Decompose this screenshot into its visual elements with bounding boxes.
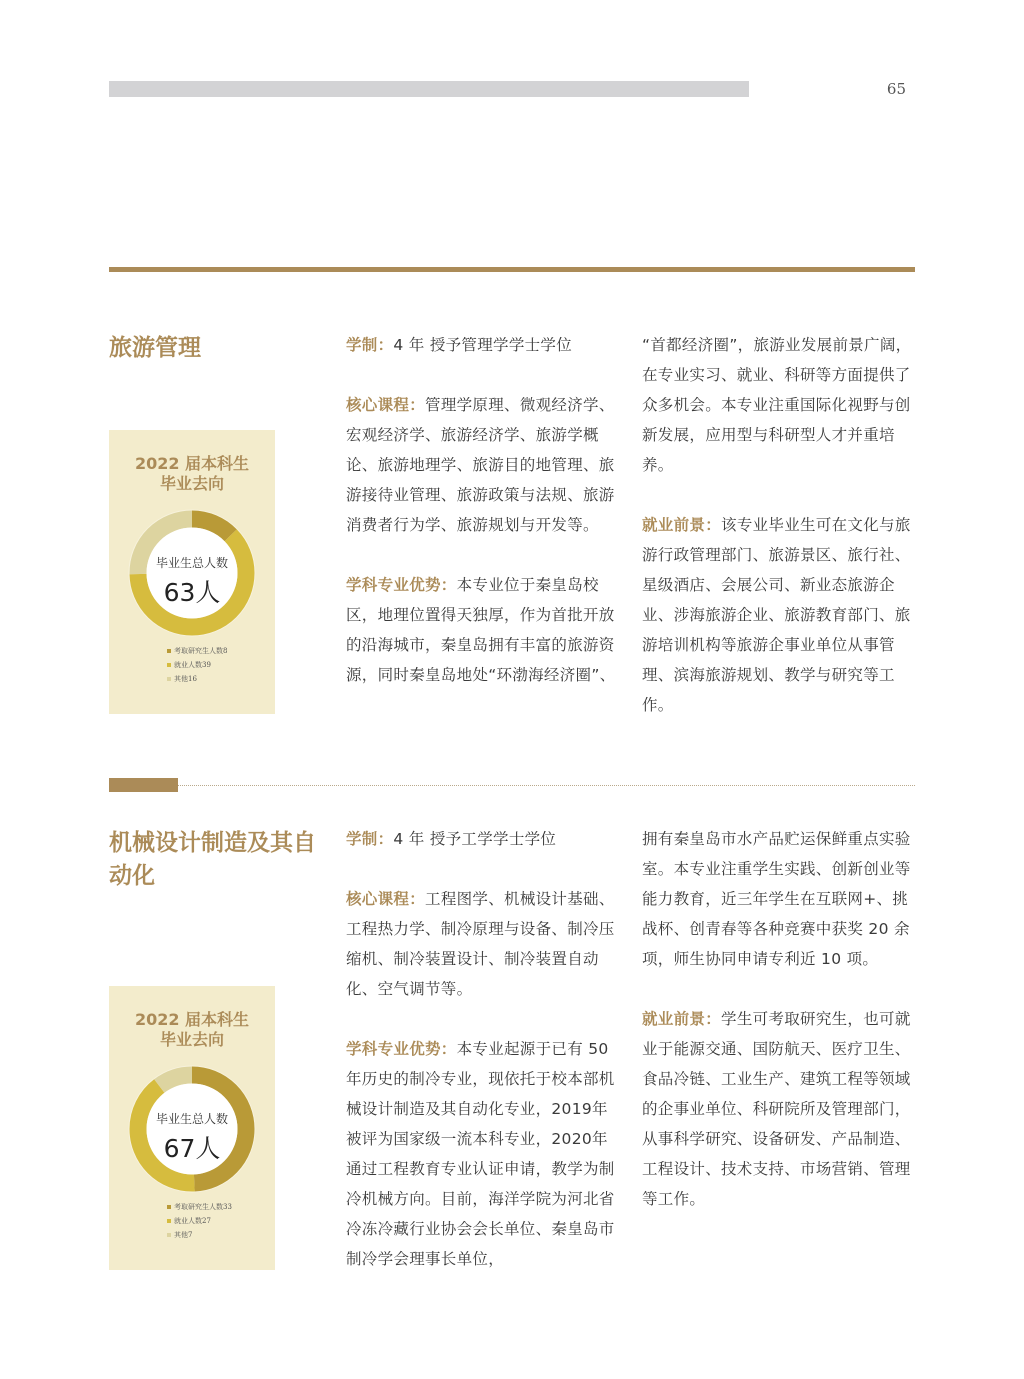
legend-swatch: [167, 1219, 171, 1223]
graduation-card-mechanical: [109, 986, 275, 1270]
divider-accent: [109, 778, 178, 792]
column-left-tourism: [346, 330, 621, 690]
para-qianjing: 就业前景：学生可考取研究生，也可就业于能源交通、国防航天、医疗卫生、食品冷链、工业生产、建筑工程等领域的企事业单位、科研院所及管理部门，从事科学研究、设备研发、产品制造、工程设计、技术支持、市场营销、管理等工作。: [642, 1010, 911, 1208]
legend-item: 考取研究生人数8: [167, 644, 227, 658]
divider-dotted: [178, 785, 915, 786]
para-youshi: 学科专业优势：本专业位于秦皇岛校区，地理位置得天独厚，作为首批开放的沿海城市，秦皇岛拥有丰富的旅游资源，同时秦皇岛地处“环渤海经济圈”、: [346, 576, 616, 684]
major-title-mechanical: 机械设计制造及其自动化: [109, 830, 316, 889]
para-kecheng: 核心课程：工程图学、机械设计基础、工程热力学、制冷原理与设备、制冷压缩机、制冷装置设计、制冷装置自动化、空气调节等。: [346, 890, 615, 998]
graduation-card-tourism: [109, 430, 275, 714]
donut-total: 67人: [163, 1134, 221, 1163]
legend-item: 考取研究生人数33: [167, 1200, 232, 1214]
para-youshi: 学科专业优势：本专业起源于已有 50 年历史的制冷专业，现依托于校本部机械设计制造及其自动化专业，2019年被评为国家级一流本科专业，2020年通过工程教育专业认证申请，教学为制冷机械方向。目前，海洋学院为河北省冷冻冷藏行业协会会长单位、秦皇岛市制冷学会理事长单位，: [346, 1040, 615, 1268]
para-xuezhi: 学制：4 年 授予管理学学士学位: [346, 336, 573, 354]
card-title: 2022 届本科生 毕业去向: [134, 454, 250, 493]
para-continued: 拥有秦皇岛市水产品贮运保鲜重点实验室。本专业注重学生实践、创新创业等能力教育，近三年学生在互联网+、挑战杯、创青春等各种竞赛中获奖 20 余项，师生协同申请专利近 10 项。: [642, 830, 911, 968]
card-title: 2022 届本科生 毕业去向: [134, 1010, 250, 1049]
legend-swatch: [167, 663, 171, 667]
column-right-mechanical: [642, 824, 917, 1214]
donut-center-label: 毕业生总人数: [155, 1112, 228, 1126]
major-title-tourism: 旅游管理: [109, 335, 201, 361]
legend-item: 其他7: [167, 1228, 232, 1242]
legend-item: 其他16: [167, 672, 227, 686]
page-number: 65: [886, 80, 906, 98]
column-right-tourism: [642, 330, 917, 720]
para-continued: “首都经济圈”，旅游业发展前景广阔，在专业实习、就业、科研等方面提供了众多机会。本专业注重国际化视野与创新发展，应用型与科研型人才并重培养。: [642, 336, 912, 474]
para-xuezhi: 学制：4 年 授予工学学士学位: [346, 830, 557, 848]
header-bar: [109, 81, 749, 97]
legend-item: 就业人数27: [167, 1214, 232, 1228]
chart-legend: [167, 1200, 232, 1242]
chart-legend: [167, 644, 227, 686]
legend-swatch: [167, 649, 171, 653]
column-left-mechanical: [346, 824, 621, 1274]
para-kecheng: 核心课程：管理学原理、微观经济学、宏观经济学、旅游经济学、旅游学概论、旅游地理学、旅游目的地管理、旅游接待业管理、旅游政策与法规、旅游消费者行为学、旅游规划与开发等。: [346, 396, 615, 534]
legend-swatch: [167, 677, 171, 681]
section-rule: [109, 267, 915, 272]
donut-center-label: 毕业生总人数: [155, 556, 228, 570]
legend-item: 就业人数39: [167, 658, 227, 672]
legend-swatch: [167, 1233, 171, 1237]
legend-swatch: [167, 1205, 171, 1209]
para-qianjing: 就业前景：该专业毕业生可在文化与旅游行政管理部门、旅游景区、旅行社、星级酒店、会展公司、新业态旅游企业、涉海旅游企业、旅游教育部门、旅游培训机构等旅游企事业单位从事管理、滨海旅游规划、教学与研究等工作。: [642, 516, 911, 714]
donut-total: 63人: [163, 578, 221, 607]
